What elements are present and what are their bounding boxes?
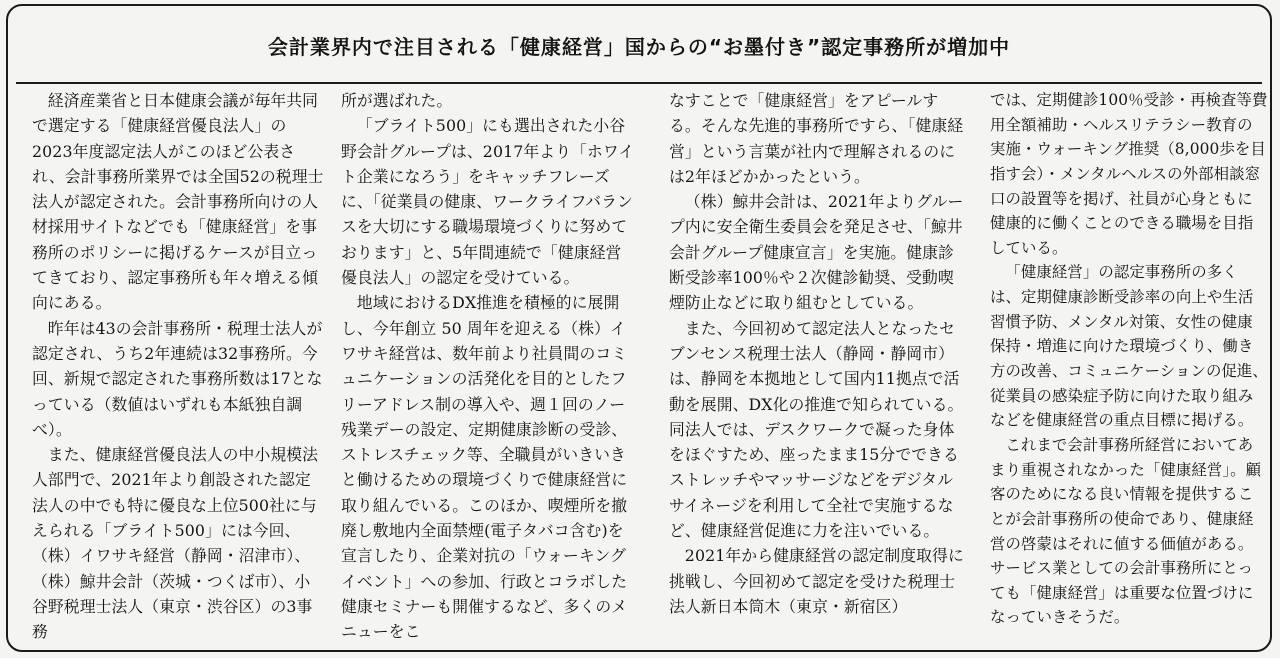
paragraph-continued: では、定期健診100％受診・再検査等費用全額補助・ヘルスリテラシー教育の実施・ウォーキング推奨（8,000歩を目指す会）・メンタルヘルスの外部相談窓口の設置等を掲げ、社員が心身ともに健康的に働くことのできる職場を目指している。	[990, 91, 1268, 257]
article-column-3	[669, 88, 965, 619]
paragraph-continued: 所が選ばれた。	[341, 91, 453, 110]
paragraph: 2021年から健康経営の認定制度取得に挑戦し、今回初めて認定を受けた税理士法人新日本筒木（東京・新宿区）	[669, 546, 964, 616]
article-column-2	[341, 88, 637, 645]
paragraph: 経済産業省と日本健康会議が毎年共同で選定する「健康経営優良法人」の2023年度認定法人がこのほど公表され、会計事務所業界では全国52の税理士法人が認定された。会計事務所向けの人材採用サイトなどでも「健康経営」を事務所のポリシーに掲げるケースが目立ってきており、認定事務所も年々増える傾向にある。	[32, 91, 324, 313]
article-column-4	[990, 88, 1268, 630]
paragraph: 昨年は43の会計事務所・税理士法人が認定され、うち2年連続は32事務所。今回、新規で認定された事務所数は17となっている（数値はいずれも本紙独自調べ）。	[32, 318, 323, 439]
paragraph: また、健康経営優良法人の中小規模法人部門で、2021年より創設された認定法人の中でも特に優良な上位500社に与えられる「ブライト500」には今回、（株）イワサキ経営（静岡・沼津市）、（株）鯨井会計（茨城・つくば市）、小谷野税理士法人（東京・渋谷区）の3事務	[32, 445, 319, 642]
paragraph: （株）鯨井会計は、2021年よりグループ内に安全衛生委員会を発足させ、「鯨井会計グループ健康宣言」を実施。健康診断受診率100％や２次健診勧奨、受動喫煙防止などに取り組むとしている。	[669, 192, 964, 313]
paragraph-continued: なすことで「健康経営」をアピールする。そんな先進的事務所ですら、「健康経営」という言葉が社内で理解されるのには2年ほどかかったという。	[669, 91, 964, 186]
paragraph: 地域におけるDX推進を積極的に展開し、今年創立 50 周年を迎える（株）イワサキ経営は、数年前より社員間のコミュニケーションの活発化を目的としたフリーアドレス制の導入や、週１回のノー残業デーの設定、定期健康診断の受診、ストレスチェック等、全職員がいきいきと働けるための環境づくりで健康経営に取り組んでいる。このほか、喫煙所を撤廃し敷地内全面禁煙(電子タバコ含む)を宣言したり、企業対抗の「ウォーキングイベント」への参加、行政とコラボした健康セミナーも開催するなど、多くのメニューをこ	[341, 293, 628, 642]
headline: 会計業界内で注目される「健康経営」国からの“お墨付き”認定事務所が増加中	[267, 35, 1011, 59]
paragraph: 「ブライト500」にも選出された小谷野会計グループは、2017年より「ホワイト企業になろう」をキャッチフレーズに、「従業員の健康、ワークライフバランスを大切にする職場環境づくりに努めております」と、5年間連続で「健康経営優良法人」の認定を受けている。	[341, 116, 635, 288]
paragraph: 「健康経営」の認定事務所の多くは、定期健康診断受診率の向上や生活習慣予防、メンタル対策、女性の健康保持・増進に向けた環境づくり、働き方の改善、コミュニケーションの促進、従業員の感染症予防に向けた取り組みなどを健康経営の重点目標に掲げる。	[990, 263, 1268, 430]
paragraph: また、今回初めて認定法人となったセブンセンス税理士法人（静岡・静岡市）は、静岡を本拠地として国内11拠点で活動を展開、DX化の推進で知られている。同法人では、デスクワークで凝った身体をほぐすため、座ったまま15分でできるストレッチやマッサージなどをデジタルサイネージを利用して全社で実施するなど、健康経営促進に力を注いでいる。	[669, 318, 964, 541]
article-column-1	[32, 88, 324, 645]
article-frame	[6, 4, 1272, 652]
paragraph: これまで会計事務所経営においてあまり重視されなかった「健康経営」。顧客のためになる良い情報を提供することが会計事務所の使命であり、健康経営の啓蒙はそれに値する価値がある。サービス業としての会計事務所にとっても「健康経営」は重要な位置づけになっていきそうだ。	[990, 435, 1262, 627]
headline-divider	[16, 82, 1262, 84]
